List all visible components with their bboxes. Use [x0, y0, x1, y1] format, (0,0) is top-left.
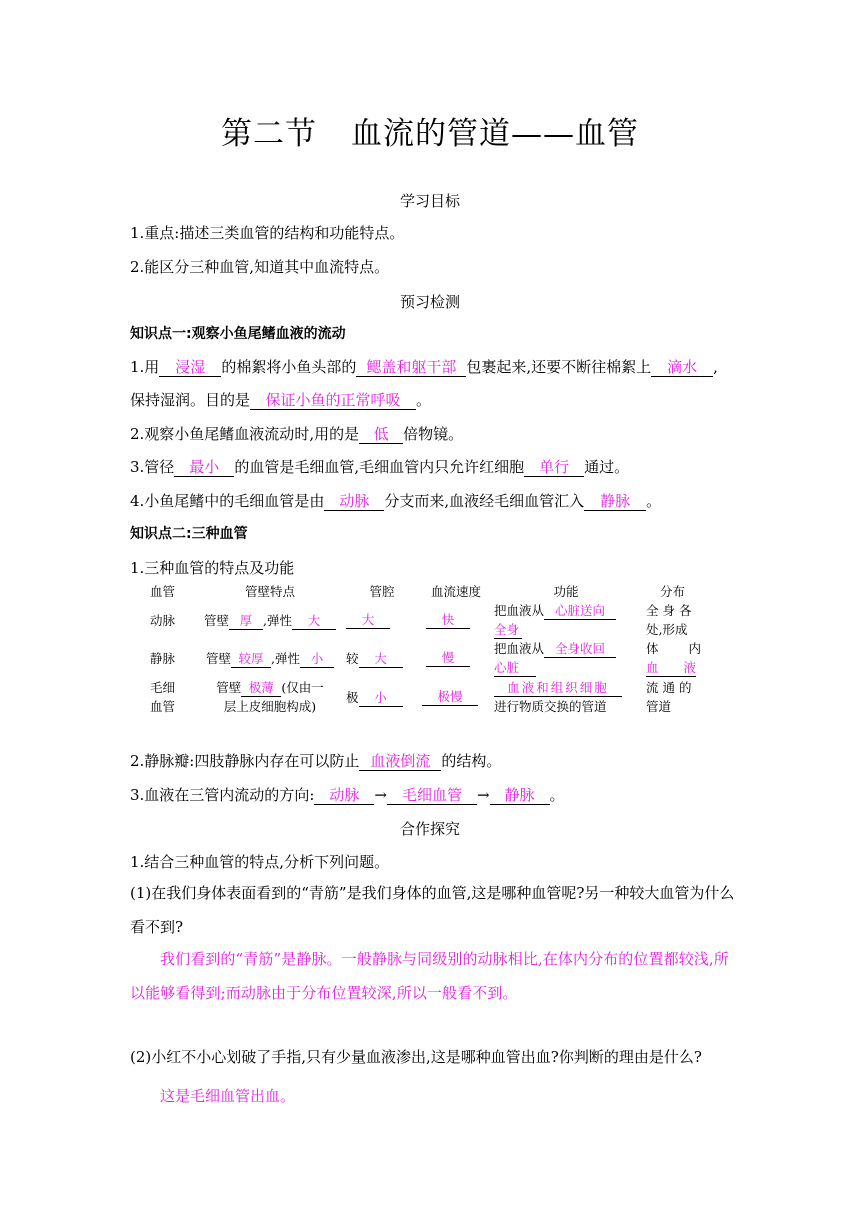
- kp1-question-1-line-2: 保持湿润。目的是 保证小鱼的正常呼吸 。: [130, 391, 432, 409]
- explore-part-2-answer: 这是毛细血管出血。: [160, 1087, 296, 1105]
- vessel-name: 动脉: [150, 613, 176, 628]
- explore-question-1: 1.结合三种血管的特点,分析下列问题。: [130, 853, 390, 871]
- answer-blank: 最小: [174, 459, 234, 477]
- table-row: [150, 639, 716, 677]
- kp1-question-1-line-1: 1.用 浸湿 的棉絮将小鱼头部的 鳃盖和躯干部 包裹起来,还要不断往棉絮上 滴水 ,: [130, 358, 718, 376]
- vessel-name: 毛细 血管: [150, 680, 176, 714]
- explore-part-1-question: (1)在我们身体表面看到的“青筋”是我们身体的血管,这是哪种血管呢?另一种较大血管为什么看不到?: [130, 884, 735, 936]
- kp1-question-3: 3.管径 最小 的血管是毛细血管,毛细血管内只允许红细胞 单行 通过。: [130, 458, 630, 476]
- title-section-number: 第二节: [221, 116, 317, 152]
- title-topic: 血流的管道——血管: [351, 116, 639, 152]
- table-header-row: [150, 581, 716, 601]
- lumen: 较 大: [346, 639, 418, 677]
- lumen: 极 小: [346, 677, 418, 717]
- table-header-cell: 功能: [553, 584, 579, 599]
- answer-blank: 保证小鱼的正常呼吸: [250, 392, 416, 410]
- table-header-cell: 管腔: [369, 584, 395, 599]
- page-title: [0, 108, 860, 153]
- kp2-question-1: 1.三种血管的特点及功能: [130, 559, 295, 577]
- distribution: 全 身 各 处,形成: [646, 603, 692, 637]
- function: 把血液从 心脏送向 全身: [494, 601, 638, 639]
- answer-blank: 单行: [524, 459, 584, 477]
- answer-blank: 鳃盖和躯干部: [356, 359, 466, 377]
- kp1-question-4: 4.小鱼尾鳍中的毛细血管是由 动脉 分支而来,血液经毛细血管汇入 静脉 。: [130, 492, 662, 510]
- table-row: [150, 601, 716, 639]
- answer-blank: 静脉: [584, 493, 646, 511]
- answer-blank: 动脉: [314, 787, 374, 805]
- kp2-question-3: 3.血液在三管内流动的方向: 动脉 → 毛细血管 → 静脉 。: [130, 786, 565, 804]
- distribution: 流 通 的 管道: [646, 680, 692, 714]
- function: 血液和组织细胞 进行物质交换的管道: [494, 677, 638, 717]
- answer-blank: 浸湿: [159, 359, 221, 377]
- answer-blank: 静脉: [490, 787, 550, 805]
- explore-part-1-answer: 我们看到的“青筋”是静脉。一般静脉与同级别的动脉相比,在体内分布的位置都较浅,所以能够看得到;而动脉由于分布位置较深,所以一般看不到。: [130, 950, 729, 1002]
- goal-1: 1.重点:描述三类血管的结构和功能特点。: [130, 224, 405, 242]
- explore-part-2-question: (2)小红不小心划破了手指,只有少量血液渗出,这是哪种血管出血?你判断的理由是什么?: [130, 1048, 702, 1066]
- section-heading-explore: 合作探究: [399, 820, 460, 838]
- section-heading-preview: 预习检测: [399, 293, 460, 311]
- distribution: 体 内 血 液: [646, 641, 702, 675]
- blood-vessel-table: [150, 581, 716, 717]
- answer-blank: 动脉: [324, 493, 384, 511]
- wall-feature: 管壁 极薄 (仅由一 层上皮细胞构成): [216, 680, 324, 714]
- kp2-question-2: 2.静脉瓣:四肢静脉内存在可以防止 血液倒流 的结构。: [130, 752, 502, 770]
- knowledge-point-1-heading: 知识点一:观察小鱼尾鳍血液的流动: [130, 326, 346, 342]
- goal-2: 2.能区分三种血管,知道其中血流特点。: [130, 258, 390, 276]
- knowledge-point-2-heading: 知识点二:三种血管: [130, 526, 248, 542]
- table-row: [150, 677, 716, 717]
- wall-feature: 管壁 较厚 ,弹性 小: [194, 639, 346, 677]
- vessel-name: 静脉: [150, 651, 176, 666]
- kp1-question-2: 2.观察小鱼尾鳍血液流动时,用的是 低 倍物镜。: [130, 425, 464, 443]
- arrow-icon: →: [476, 786, 490, 804]
- answer-blank: 血液倒流: [359, 753, 441, 771]
- section-heading-goals: 学习目标: [399, 192, 460, 210]
- answer-blank: 滴水: [651, 359, 713, 377]
- table-header-cell: 血流速度: [430, 584, 481, 599]
- table-header-cell: 管壁特点: [244, 584, 295, 599]
- flow-speed: 极慢: [418, 677, 494, 717]
- flow-speed: 慢: [418, 639, 494, 677]
- table-header-cell: 血管: [150, 584, 176, 599]
- answer-blank: 低: [359, 426, 403, 444]
- function: 把血液从 全身收回 心脏: [494, 639, 638, 677]
- answer-blank: 毛细血管: [387, 787, 477, 805]
- table-header-cell: 分布: [660, 584, 686, 599]
- arrow-icon: →: [374, 786, 387, 804]
- flow-speed: 快: [418, 601, 494, 639]
- wall-feature: 管壁 厚 ,弹性 大: [194, 601, 346, 639]
- lumen: 大: [346, 601, 418, 639]
